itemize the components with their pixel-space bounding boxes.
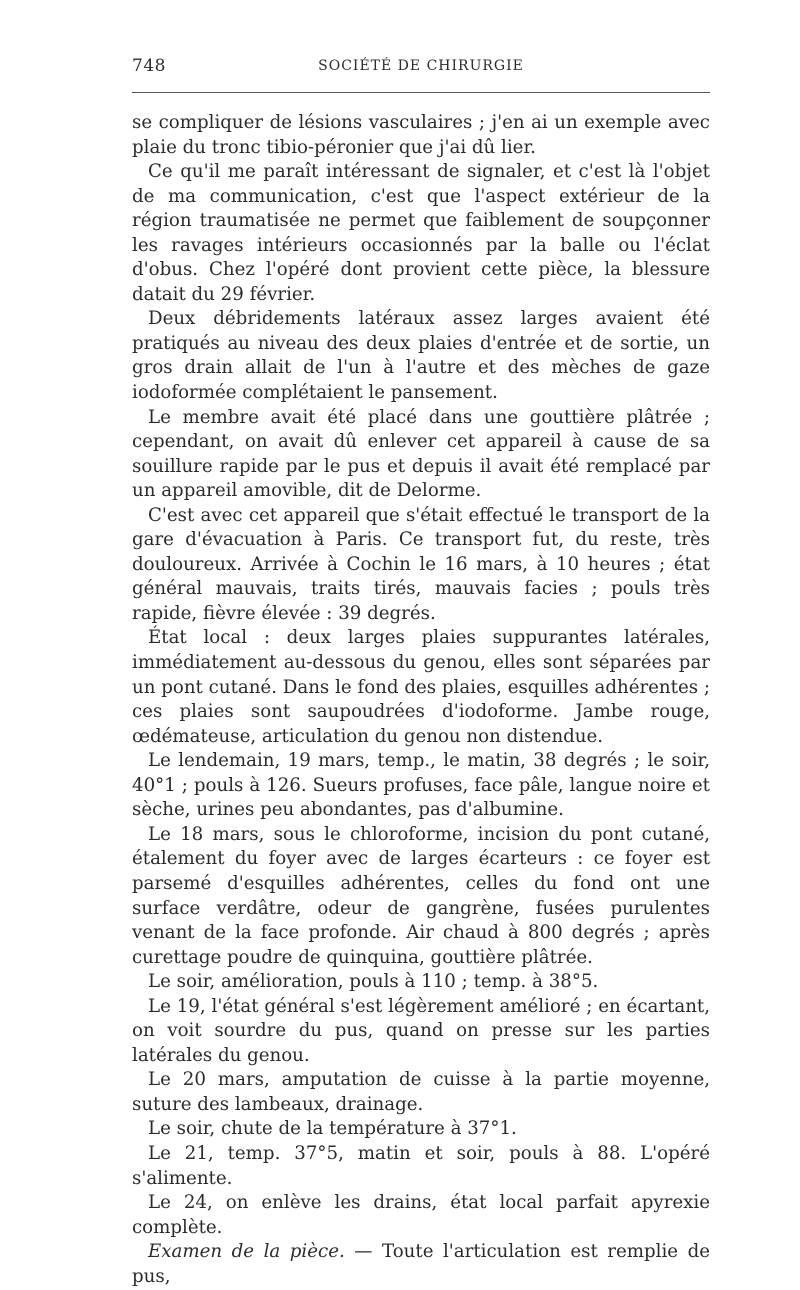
body-text: [132, 111, 710, 1289]
paragraph: Deux débridements latéraux assez larges avaient été pratiqués au niveau des deux plaies d'entrée et de sortie, un gros drain allait de l'un à l'autre et des mèches de gaze iodoformée complétaient le pansement.: [132, 308, 710, 404]
paragraph: Le 20 mars, amputation de cuisse à la partie moyenne, suture des lambeaux, drainage.: [132, 1069, 710, 1115]
running-head: [132, 56, 710, 84]
running-title: SOCIÉTÉ DE CHIRURGIE: [318, 58, 524, 74]
paragraph: Ce qu'il me paraît intéressant de signaler, et c'est là l'objet de ma communication, c'est que l'aspect extérieur de la région traumatisée ne permet que faiblement de soupçonner les ravages intérieurs occasionnés par la balle ou l'éclat d'obus. Chez l'opéré dont provient cette pièce, la blessure datait du 29 février.: [132, 161, 710, 305]
paragraph-examen: [132, 1240, 710, 1289]
document-page: [132, 56, 710, 1289]
header-rule: [132, 92, 710, 93]
paragraph: Le 21, temp. 37°5, matin et soir, pouls à 88. L'opéré s'alimente.: [132, 1142, 710, 1189]
paragraph: Le 19, l'état général s'est légèrement amélioré ; en écartant, on voit sourdre du pus, quand on presse sur les parties latérales du genou.: [132, 995, 710, 1066]
paragraph: Le lendemain, 19 mars, temp., le matin, 38 degrés ; le soir, 40°1 ; pouls à 126. Sueurs profuses, face pâle, langue noire et sèche, urines peu abondantes, pas d'albumine.: [132, 750, 710, 821]
paragraph: se compliquer de lésions vasculaires ; j'en ai un exemple avec plaie du tronc tibio-péronier que j'ai dû lier.: [132, 112, 710, 158]
paragraph-text: — Toute l'articulation est remplie de pus,: [132, 1241, 710, 1287]
paragraph: Le soir, amélioration, pouls à 110 ; temp. à 38°5.: [148, 971, 599, 993]
paragraph: Le membre avait été placé dans une gouttière plâtrée ; cependant, on avait dû enlever cet appareil à cause de sa souillure rapide par le pus et depuis il avait été remplacé par un appareil amovible, dit de Delorme.: [132, 406, 710, 502]
paragraph: État local : deux larges plaies suppurantes latérales, immédiatement au-dessous du genou, elles sont séparées par un pont cutané. Dans le fond des plaies, esquilles adhérentes ; ces plaies sont saupoudrées d'iodoforme. Jambe rouge, œdémateuse, articulation du genou non distendue.: [132, 627, 710, 747]
paragraph: Le soir, chute de la température à 37°1.: [148, 1118, 517, 1140]
paragraph: Le 18 mars, sous le chloroforme, incision du pont cutané, étalement du foyer avec de larges écarteurs : ce foyer est parsemé d'esquilles adhérentes, celles du fond ont une surface verdâtre, odeur de gangrène, fusées purulentes venant de la face profonde. Air chaud à 800 degrés ; après curettage poudre de quinquina, gouttière plâtrée.: [132, 823, 710, 968]
italic-heading: Examen de la pièce.: [148, 1241, 345, 1263]
paragraph: C'est avec cet appareil que s'était effectué le transport de la gare d'évacuation à Paris. Ce transport fut, du reste, très douloureux. Arrivée à Cochin le 16 mars, à 10 heures ; état général mauvais, traits tirés, mauvais facies ; pouls très rapide, fièvre élevée : 39 degrés.: [132, 504, 710, 624]
paragraph: Le 24, on enlève les drains, état local parfait apyrexie complète.: [132, 1192, 710, 1238]
page-number: 748: [132, 56, 166, 76]
